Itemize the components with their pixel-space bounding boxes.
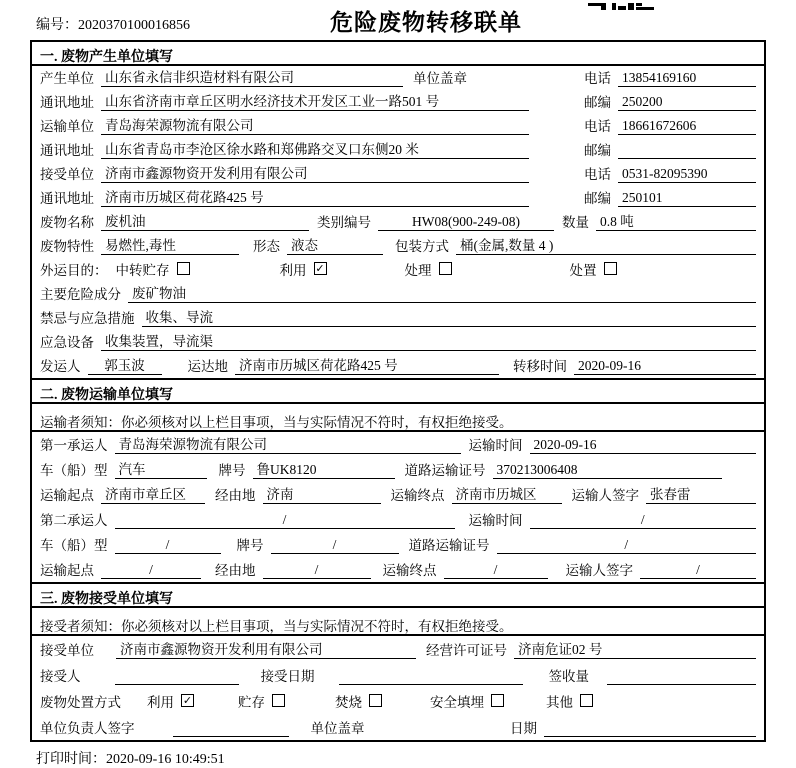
transfer-time-value: 2020-09-16 xyxy=(574,358,756,375)
transporter-phone-value: 18661672606 xyxy=(618,118,756,135)
producer-unit-row xyxy=(32,66,764,90)
purpose-option-dispose-label: 处置 xyxy=(569,263,597,278)
quantity-label: 数量 xyxy=(562,215,589,230)
qr-code-icon xyxy=(588,0,658,16)
carrier-sign-2-value: / xyxy=(640,562,756,579)
transport-route-2-row xyxy=(32,557,764,582)
producer-unit-value: 山东省永信非织造材料有限公司 xyxy=(101,66,403,87)
purpose-option-dispose xyxy=(570,259,617,279)
waste-name-row xyxy=(32,210,764,234)
producer-phone-label: 电话 xyxy=(584,71,611,86)
hazard-component-value: 废矿物油 xyxy=(128,282,756,303)
transporter-unit-label: 运输单位 xyxy=(40,119,94,134)
vehicle-type-1-value: 汽车 xyxy=(115,458,207,479)
form-label: 形态 xyxy=(253,239,280,254)
road-license-2-value: / xyxy=(497,537,757,554)
emergency-equipment-value: 收集装置，导流渠 xyxy=(101,330,756,351)
packaging-label: 包装方式 xyxy=(395,239,449,254)
disposal-option-other-label: 其他 xyxy=(546,695,573,710)
permit-number-value: 济南危证02 号 xyxy=(514,638,756,659)
serial-label: 编号： xyxy=(36,18,78,33)
waste-character-value: 易燃性,毒性 xyxy=(101,234,239,255)
second-carrier-row xyxy=(32,507,764,532)
transport-time-1-value: 2020-09-16 xyxy=(530,437,757,454)
receiver-zip-label: 邮编 xyxy=(584,191,611,206)
producer-zip-value: 250200 xyxy=(618,94,756,111)
via-1-value: 济南 xyxy=(263,483,381,504)
transporter-zip-label: 邮编 xyxy=(584,143,611,158)
transport-time-1-label: 运输时间 xyxy=(468,438,523,453)
origin-1-label: 运输起点 xyxy=(40,488,94,503)
vehicle-type-1-row xyxy=(32,457,764,482)
signed-qty-value xyxy=(607,668,756,685)
emergency-equipment-row xyxy=(32,330,764,354)
disposal-option-incinerate-label: 焚烧 xyxy=(335,695,362,710)
packaging-value: 桶(金属,数量 4 ) xyxy=(456,234,756,255)
receiver-unit-label: 接受单位 xyxy=(40,167,94,182)
transporter-phone-label: 电话 xyxy=(584,119,611,134)
waste-character-row xyxy=(32,234,764,258)
checkbox-icon xyxy=(272,694,285,707)
destination-value: 济南市历城区荷花路425 号 xyxy=(235,354,499,375)
road-license-1-label: 道路运输证号 xyxy=(404,463,486,478)
transporter-zip-value xyxy=(618,142,756,159)
purpose-option-storage-label: 中转贮存 xyxy=(115,263,170,278)
disposal-option-other xyxy=(546,691,593,711)
disposal-option-store-label: 贮存 xyxy=(238,695,265,710)
origin-2-label: 运输起点 xyxy=(40,563,94,578)
transporter-address-value: 山东省青岛市李沧区徐水路和郑佛路交叉口东侧20 米 xyxy=(101,138,529,159)
form-value: 液态 xyxy=(287,234,383,255)
print-time-row xyxy=(36,748,796,768)
second-carrier-label: 第二承运人 xyxy=(40,513,108,528)
page-title: 危险废物转移联单 xyxy=(330,10,522,35)
category-value: HW08(900-249-08) xyxy=(378,214,554,231)
emergency-equipment-label: 应急设备 xyxy=(40,335,94,350)
print-time-value: 2020-09-16 10:49:51 xyxy=(106,752,225,767)
waste-character-label: 废物特性 xyxy=(40,239,94,254)
transporter-notice: 运输者须知：你必须核对以上栏目事项，当与实际情况不符时，有权拒绝接受。 xyxy=(32,404,764,432)
disposal-option-landfill xyxy=(430,691,504,711)
section-3-header: 三. 废物接受单位填写 xyxy=(32,582,764,608)
producer-address-value: 山东省济南市章丘区明水经济技术开发区工业一路501 号 xyxy=(101,90,529,111)
transporter-address-row xyxy=(32,138,764,162)
shipper-row xyxy=(32,354,764,378)
receiver-phone-label: 电话 xyxy=(584,167,611,182)
transfer-time-label: 转移时间 xyxy=(513,359,567,374)
accept-unit-value: 济南市鑫源物资开发利用有限公司 xyxy=(116,638,416,659)
receiver-zip-value: 250101 xyxy=(618,190,756,207)
receiver-address-value: 济南市历城区荷花路425 号 xyxy=(101,186,529,207)
checkbox-icon xyxy=(177,262,190,275)
purpose-option-treat xyxy=(405,259,452,279)
responsible-sign-value xyxy=(173,720,289,737)
checkbox-icon xyxy=(604,262,617,275)
destination-label: 运达地 xyxy=(187,359,228,374)
via-2-value: / xyxy=(263,562,371,579)
disposal-method-row xyxy=(32,688,764,714)
permit-number-label: 经营许可证号 xyxy=(426,643,507,658)
shipper-label: 发运人 xyxy=(40,359,81,374)
vehicle-type-2-label: 车（船）型 xyxy=(40,538,108,553)
plate-number-1-value: 鲁UK8120 xyxy=(253,458,395,479)
transporter-address-label: 通讯地址 xyxy=(40,143,94,158)
origin-2-value: / xyxy=(101,562,201,579)
purpose-option-utilize xyxy=(280,259,327,279)
category-label: 类别编号 xyxy=(317,215,371,230)
checkbox-icon xyxy=(580,694,593,707)
accepter-label: 接受人 xyxy=(40,669,81,684)
transport-time-2-label: 运输时间 xyxy=(468,513,523,528)
via-2-label: 经由地 xyxy=(215,563,256,578)
form-box xyxy=(30,40,766,742)
emergency-measures-value: 收集、导流 xyxy=(142,306,757,327)
quantity-value: 0.8 吨 xyxy=(596,210,756,231)
document-header xyxy=(0,0,796,40)
vehicle-type-2-value: / xyxy=(115,537,221,554)
accepter-row xyxy=(32,662,764,688)
accept-unit-label: 接受单位 xyxy=(40,643,94,658)
plate-number-2-label: 牌号 xyxy=(236,538,264,553)
road-license-2-label: 道路运输证号 xyxy=(408,538,490,553)
checkbox-icon xyxy=(491,694,504,707)
section-1-header: 一. 废物产生单位填写 xyxy=(32,42,764,66)
checkbox-checked-icon: ✓ xyxy=(315,262,325,275)
transporter-unit-value: 青岛海荣源物流有限公司 xyxy=(101,114,529,135)
road-license-1-value: 370213006408 xyxy=(493,462,723,479)
unit-seal-label: 单位盖章 xyxy=(413,71,467,86)
waste-name-label: 废物名称 xyxy=(40,215,94,230)
emergency-measures-row xyxy=(32,306,764,330)
receiver-address-label: 通讯地址 xyxy=(40,191,94,206)
checkbox-icon xyxy=(369,694,382,707)
serial-number: 2020370100016856 xyxy=(78,18,190,33)
checkbox-checked-icon: ✓ xyxy=(182,694,193,707)
first-carrier-row xyxy=(32,432,764,457)
serial-row xyxy=(36,14,190,34)
waste-name-value: 废机油 xyxy=(101,210,309,231)
dest-2-label: 运输终点 xyxy=(382,563,437,578)
disposal-method-label: 废物处置方式 xyxy=(40,695,121,710)
receiver-notice: 接受者须知：你必须核对以上栏目事项，当与实际情况不符时，有权拒绝接受。 xyxy=(32,608,764,636)
print-time-label: 打印时间： xyxy=(36,752,106,767)
carrier-sign-1-label: 运输人签字 xyxy=(571,488,639,503)
shipper-value: 郭玉波 xyxy=(88,354,162,375)
purpose-option-storage xyxy=(116,259,190,279)
dest-1-value: 济南市历城区 xyxy=(452,483,562,504)
first-carrier-value: 青岛海荣源物流有限公司 xyxy=(115,433,461,454)
transfer-purpose-row xyxy=(32,258,764,282)
producer-address-label: 通讯地址 xyxy=(40,95,94,110)
plate-number-2-value: / xyxy=(271,537,399,554)
disposal-option-utilize xyxy=(147,691,194,711)
disposal-option-landfill-label: 安全填埋 xyxy=(430,695,484,710)
producer-phone-value: 13854169160 xyxy=(618,70,756,87)
checkbox-icon xyxy=(439,262,452,275)
accept-unit-row xyxy=(32,636,764,662)
accept-date-label: 接受日期 xyxy=(260,669,315,684)
receiver-phone-value: 0531-82095390 xyxy=(618,166,756,183)
receiver-unit-value: 济南市鑫源物资开发利用有限公司 xyxy=(101,162,529,183)
origin-1-value: 济南市章丘区 xyxy=(101,483,205,504)
receiver-address-row xyxy=(32,186,764,210)
transport-route-1-row xyxy=(32,482,764,507)
responsible-sign-label: 单位负责人签字 xyxy=(40,721,135,736)
producer-unit-label: 产生单位 xyxy=(40,71,94,86)
producer-zip-label: 邮编 xyxy=(584,95,611,110)
accepter-value xyxy=(115,668,239,685)
first-carrier-label: 第一承运人 xyxy=(40,438,108,453)
vehicle-type-1-label: 车（船）型 xyxy=(40,463,108,478)
unit-seal-2-label: 单位盖章 xyxy=(310,721,365,736)
dest-2-value: / xyxy=(444,562,548,579)
plate-number-1-label: 牌号 xyxy=(218,463,246,478)
hazard-component-row xyxy=(32,282,764,306)
transporter-unit-row xyxy=(32,114,764,138)
transport-time-2-value: / xyxy=(530,512,757,529)
disposal-option-incinerate xyxy=(335,691,382,711)
disposal-option-utilize-label: 利用 xyxy=(147,695,174,710)
purpose-option-utilize-label: 利用 xyxy=(279,263,307,278)
disposal-option-store xyxy=(238,691,285,711)
date-value xyxy=(544,720,756,737)
carrier-sign-2-label: 运输人签字 xyxy=(565,563,633,578)
producer-address-row xyxy=(32,90,764,114)
vehicle-type-2-row xyxy=(32,532,764,557)
via-1-label: 经由地 xyxy=(215,488,256,503)
accept-date-value xyxy=(339,668,523,685)
section-2-header: 二. 废物运输单位填写 xyxy=(32,378,764,404)
purpose-option-treat-label: 处理 xyxy=(404,263,432,278)
transfer-purpose-label: 外运目的： xyxy=(40,263,108,278)
receiver-unit-row xyxy=(32,162,764,186)
hazard-component-label: 主要危险成分 xyxy=(40,287,121,302)
second-carrier-value: / xyxy=(115,512,455,529)
carrier-sign-1-value: 张春雷 xyxy=(646,483,756,504)
emergency-measures-label: 禁忌与应急措施 xyxy=(40,311,135,326)
dest-1-label: 运输终点 xyxy=(390,488,445,503)
date-label: 日期 xyxy=(510,721,537,736)
responsible-sign-row xyxy=(32,714,764,740)
signed-qty-label: 签收量 xyxy=(548,669,589,684)
